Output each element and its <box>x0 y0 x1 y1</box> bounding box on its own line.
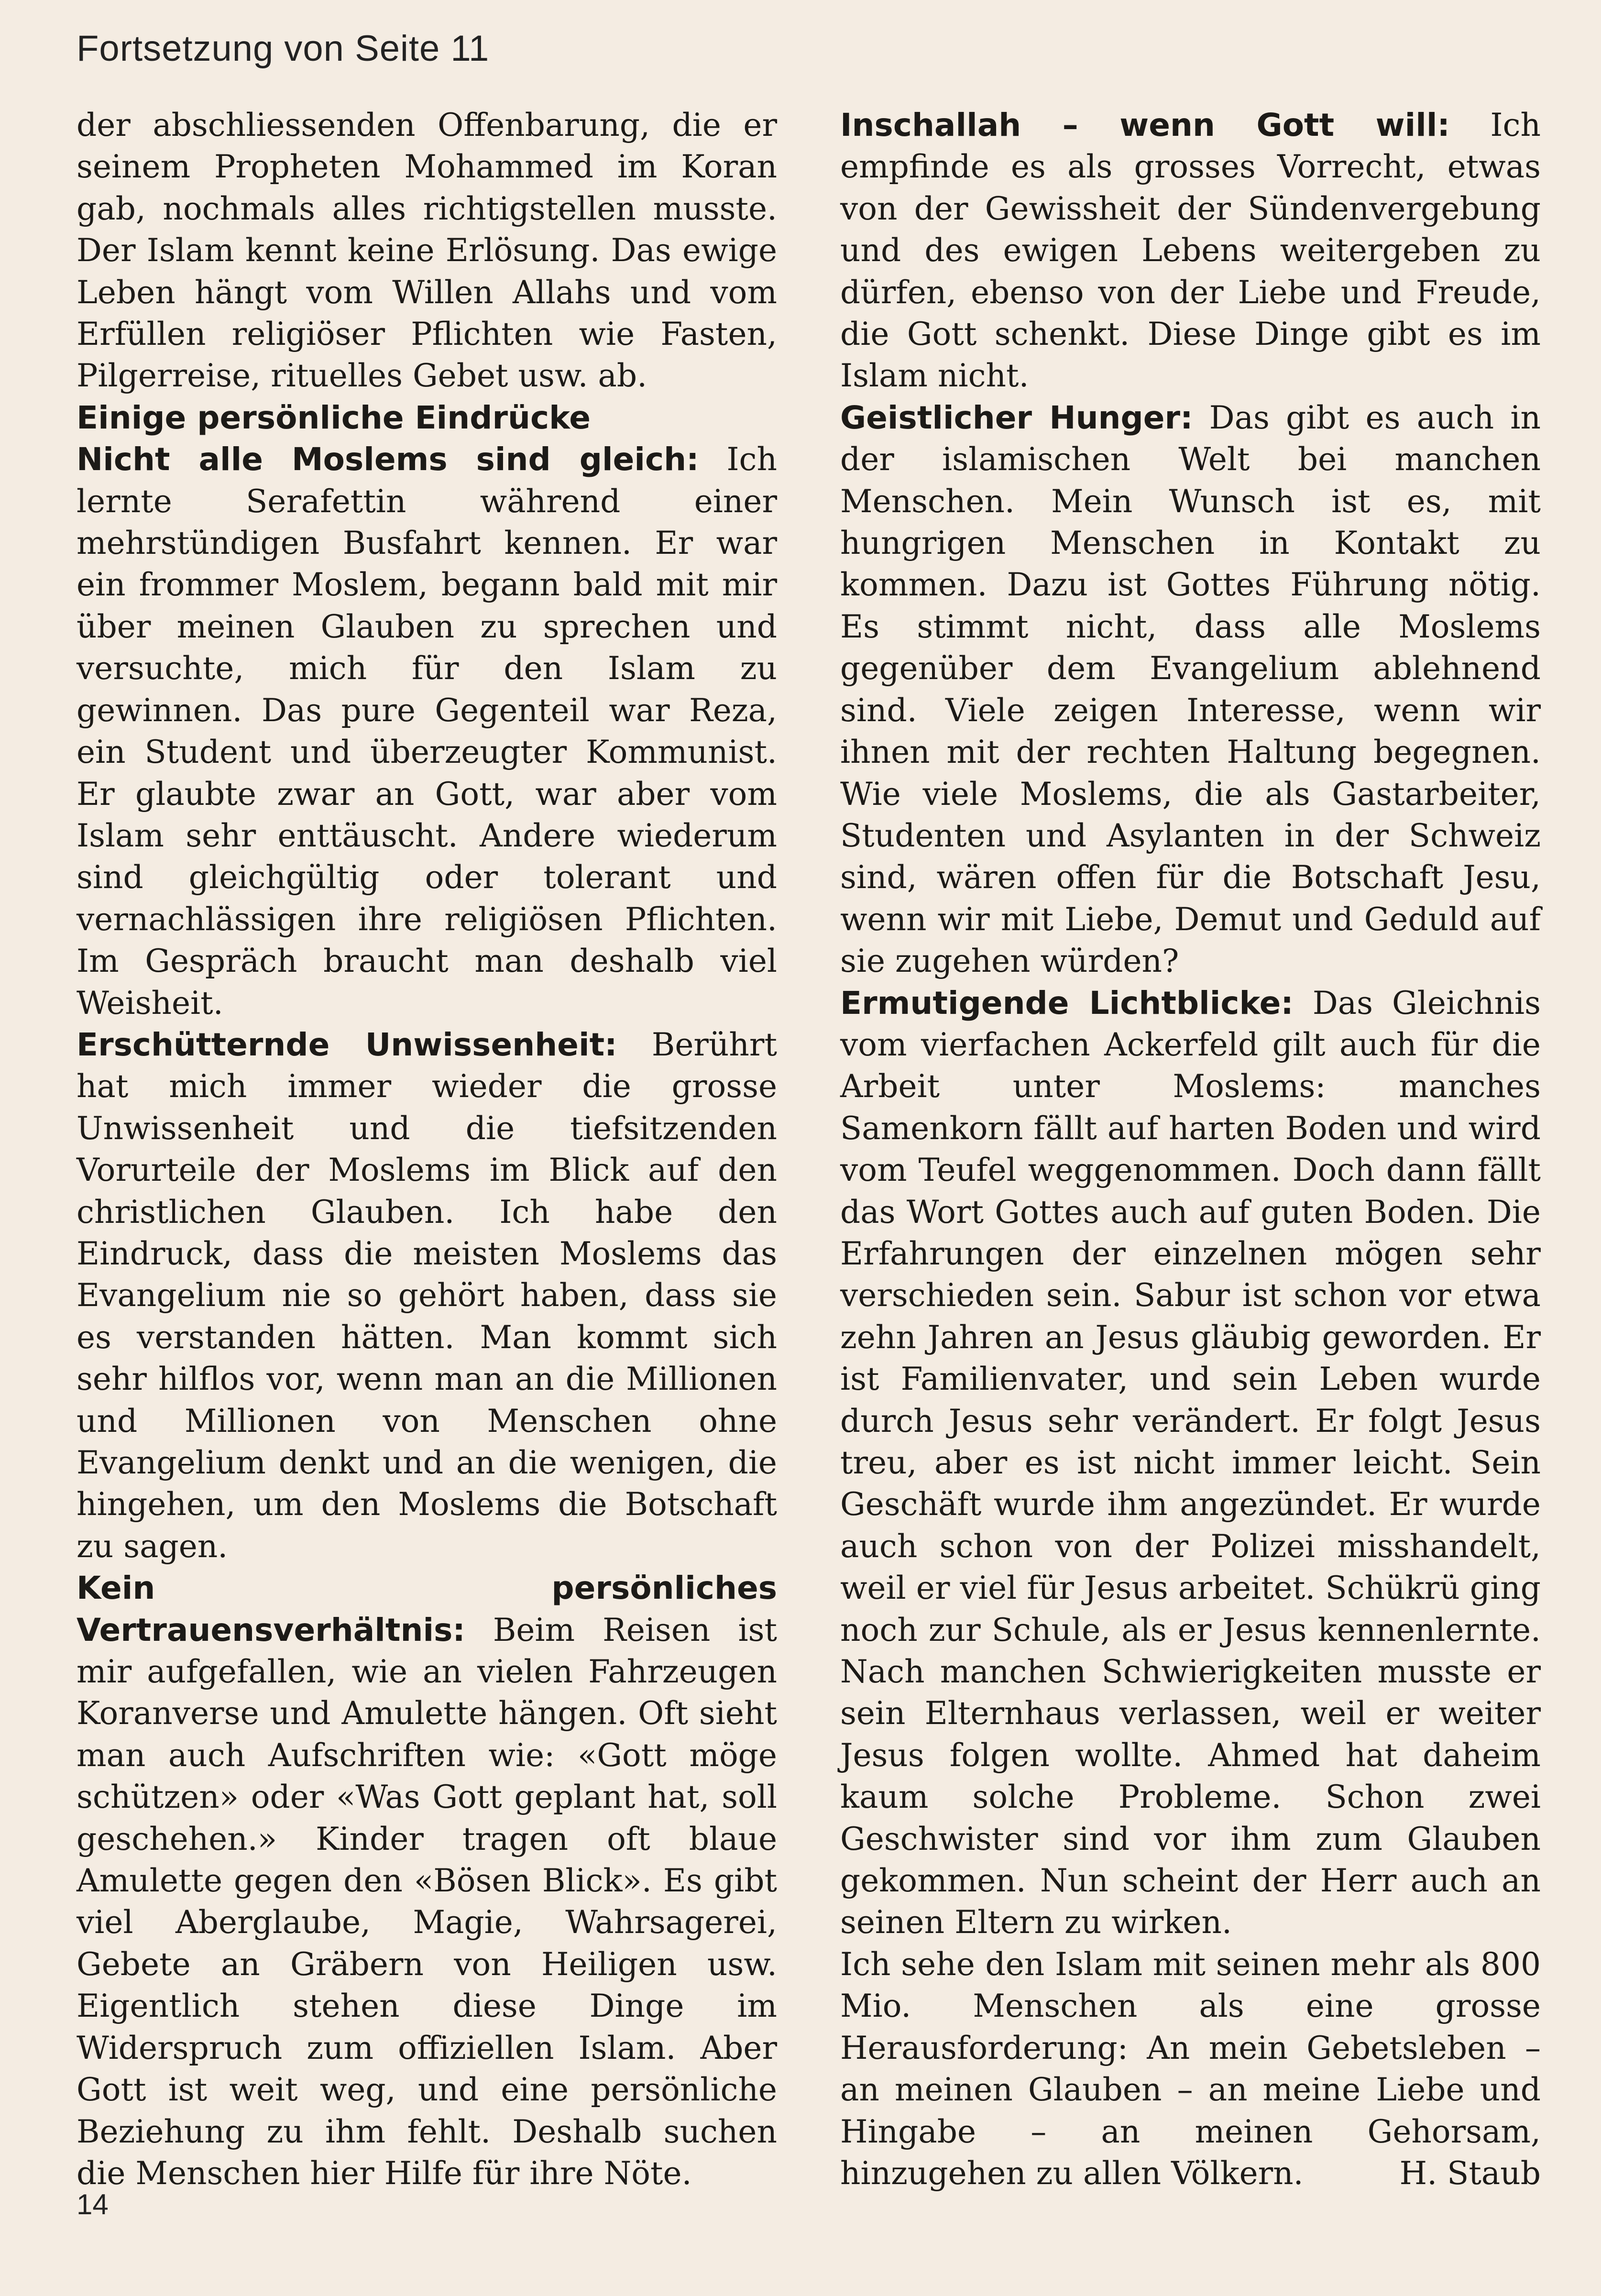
heading-moslems-differ: Nicht alle Moslems sind gleich: <box>77 441 699 478</box>
heading-hunger: Geistlicher Hunger: <box>840 399 1193 436</box>
paragraph-inschallah <box>840 104 1541 397</box>
heading-inschallah: Inschallah – wenn Gott will: <box>840 107 1450 143</box>
author-signature: H. Staub <box>1399 2154 1541 2192</box>
heading-lichtblicke: Ermutigende Lichtblicke: <box>840 984 1294 1022</box>
left-column <box>77 104 777 2194</box>
paragraph-ignorance <box>77 1024 777 1567</box>
text-trust: Beim Reisen ist mir aufgefallen, wie an vielen Fahrzeugen Koranverse und Amulette hängen. Oft sieht man auch Aufschriften wie: «Gott möge schützen» oder «Was Gott geplant hat, soll geschehen.» Kinder tragen oft blaue Amulette gegen den «Bösen Blick». Es gibt viel Aberglaube, Magie, Wahrsagerei, Gebete an Gräbern von Heiligen usw. Eigentlich stehen diese Dinge im Widerspruch zum offiziellen Islam. Aber Gott ist weit weg, und eine persönliche Beziehung zu ihm fehlt. Deshalb suchen die Menschen hier Hilfe für ihre Nöte. <box>77 1611 777 2192</box>
intro-paragraph: der abschliessenden Offenbarung, die er seinem Propheten Mohammed im Koran gab, nochmals alles richtigstellen musste. Der Islam kennt keine Erlösung. Das ewige Leben hängt vom Willen Allahs und vom Erfüllen religiöser Pflichten wie Fasten, Pilgerreise, rituelles Gebet usw. ab. <box>77 107 777 395</box>
text-ignorance: Berührt hat mich immer wieder die grosse Unwissenheit und die tiefsitzenden Vorurteile der Moslems im Blick auf den christlichen Glauben. Ich habe den Eindruck, dass die meisten Moslems das Evangelium nie so gehört haben, dass sie es verstanden hätten. Man kommt sich sehr hilflos vor, wenn man an die Millionen und Millionen von Menschen ohne Evangelium denkt und an die wenigen, die hingehen, um den Moslems die Botschaft zu sagen. <box>77 1026 778 1565</box>
paragraph-hunger <box>840 397 1541 982</box>
right-column <box>840 104 1541 2194</box>
heading-trust: Kein persönliches Vertrauensverhältnis: <box>77 1570 777 1648</box>
text-inschallah: Ich empfinde es als grosses Vorrecht, etwas von der Gewissheit der Sündenvergebung und des ewigen Lebens weitergeben zu dürfen, ebenso von der Liebe und Freude, die Gott schenkt. Diese Dinge gibt es im Islam nicht. <box>840 107 1541 395</box>
text-lichtblicke: Das Gleichnis vom vierfachen Ackerfeld gilt auch für die Arbeit unter Moslems: manches Samenkorn fällt auf harten Boden und wird vom Teufel weggenommen. Doch dann fällt das Wort Gottes auch auf guten Boden. Die Erfahrungen der einzelnen mögen sehr verschieden sein. Sabur ist schon vor etwa zehn Jahren an Jesus gläubig geworden. Er ist Familienvater, und sein Leben wurde durch Jesus sehr verändert. Er folgt Jesus treu, aber es ist nicht immer leicht. Sein Geschäft wurde ihm angezündet. Er wurde auch schon von der Polizei misshandelt, weil er viel für Jesus arbeitet. Schükrü ging noch zur Schule, als er Jesus kennenlernte. Nach manchen Schwierigkeiten musste er sein Elternhaus verlassen, weil er weiter Jesus folgen wollte. Ahmed hat daheim kaum solche Probleme. Schon zwei Geschwister sind vor ihm zum Glauben gekommen. Nun scheint der Herr auch an seinen Eltern zu wirken. <box>840 984 1541 1941</box>
closing-paragraph <box>840 1944 1541 2194</box>
paragraph-trust <box>77 1567 777 2194</box>
section-title: Einige persönliche Eindrücke <box>77 399 591 436</box>
page-number: 14 <box>77 2188 109 2220</box>
text-hunger: Das gibt es auch in der islamischen Welt bei manchen Menschen. Mein Wunsch ist es, mit hungrigen Menschen in Kontakt zu kommen. Dazu ist Gottes Führung nötig. Es stimmt nicht, dass alle Moslems gegenüber dem Evangelium ablehnend sind. Viele zeigen Interesse, wenn wir ihnen mit der rechten Haltung begegnen. Wie viele Moslems, die als Gastarbeiter, Studenten und Asylanten in der Schweiz sind, wären offen für die Botschaft Jesu, wenn wir mit Liebe, Demut und Geduld auf sie zugehen würden? <box>840 399 1541 980</box>
text-moslems-differ: Ich lernte Serafettin während einer mehrstündigen Busfahrt kennen. Er war ein frommer Moslem, begann bald mit mir über meinen Glauben zu sprechen und versuchte, mich für den Islam zu gewinnen. Das pure Gegenteil war Reza, ein Student und überzeugter Kommunist. Er glaubte zwar an Gott, war aber vom Islam sehr enttäuscht. Andere wiederum sind gleichgültig oder tolerant und vernachlässigen ihre religiösen Pflichten. Im Gespräch braucht man deshalb viel Weisheit. <box>77 441 777 1022</box>
closing-text: Ich sehe den Islam mit seinen mehr als 800 Mio. Menschen als eine grosse Herausforderung: An mein Gebetsleben – an meinen Glauben – an meine Liebe und Hingabe – an meinen Gehorsam, hinzugehen zu allen Völkern. <box>840 1945 1541 2192</box>
paragraph-lichtblicke <box>840 982 1541 1944</box>
heading-ignorance: Erschütternde Unwissenheit: <box>77 1026 617 1063</box>
paragraph-moslems-differ <box>77 439 777 1024</box>
continuation-header: Fortsetzung von Seite 11 <box>77 28 490 69</box>
